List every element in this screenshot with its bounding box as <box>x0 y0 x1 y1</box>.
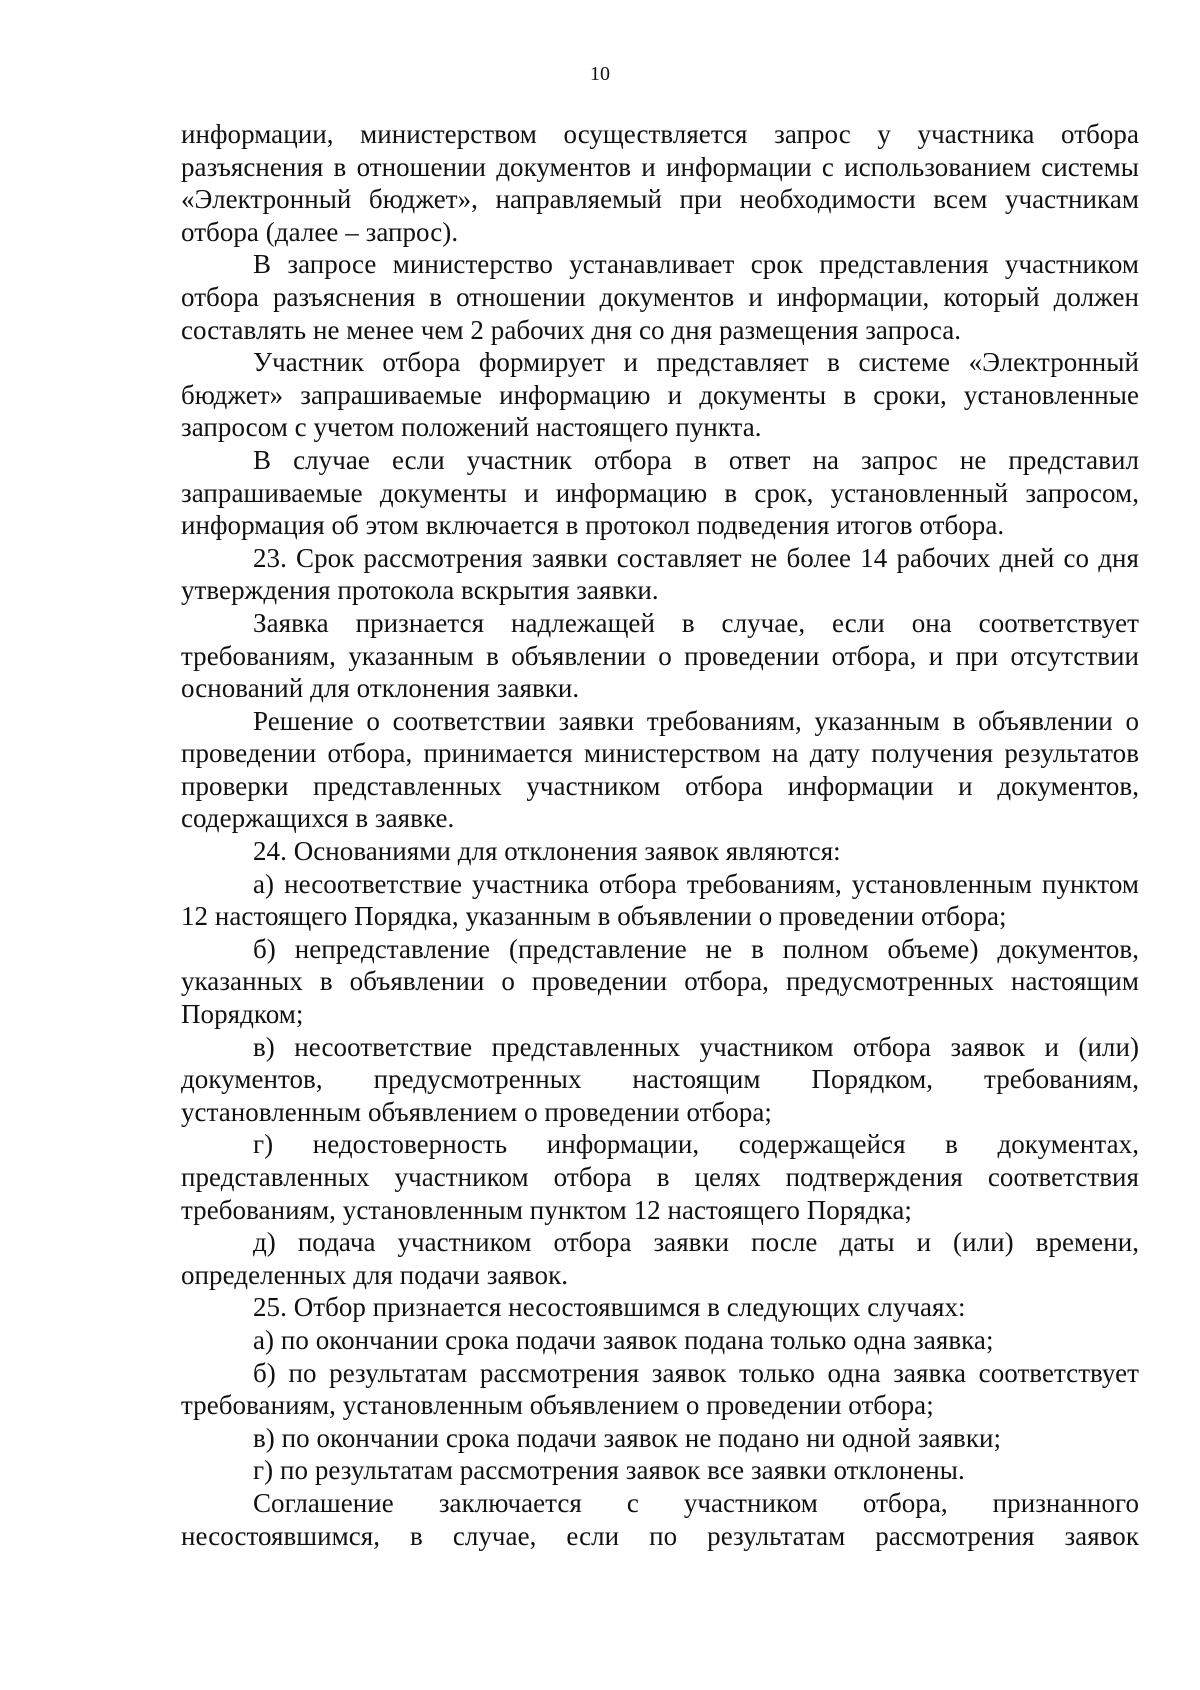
paragraph: Участник отбора формирует и представляет в системе «Электронный бюджет» запрашиваемые информацию и документы в сроки, установленные запросом с учетом положений настоящего пункта. <box>181 347 1139 443</box>
paragraph: 23. Срок рассмотрения заявки составляет не более 14 рабочих дней со дня утверждения протокола вскрытия заявки. <box>181 542 1139 606</box>
paragraph: Соглашение заключается с участником отбора, признанного несостоявшимся, в случае, если по результатам рассмотрения заявок <box>181 1487 1139 1551</box>
paragraph: в) несоответствие представленных участником отбора заявок и (или) документов, предусмотренных настоящим Порядком, требованиям, установленным объявлением о проведении отбора; <box>181 1031 1139 1127</box>
paragraph: б) непредставление (представление не в полном объеме) документов, указанных в объявлении о проведении отбора, предусмотренных настоящим Порядком; <box>181 933 1139 1030</box>
paragraph: а) по окончании срока подачи заявок подана только одна заявка; <box>253 1324 994 1355</box>
paragraph: г) по результатам рассмотрения заявок все заявки отклонены. <box>253 1455 965 1486</box>
paragraph: а) несоответствие участника отбора требованиям, установленным пунктом 12 настоящего Порядка, указанным в объявлении о проведении отбора; <box>181 868 1139 932</box>
document-body <box>181 118 1139 1552</box>
paragraph: в) по окончании срока подачи заявок не подано ни одной заявки; <box>253 1422 1002 1453</box>
paragraph: Заявка признается надлежащей в случае, если она соответствует требованиям, указанным в объявлении о проведении отбора, и при отсутствии оснований для отклонения заявки. <box>181 607 1139 704</box>
paragraph: Решение о соответствии заявки требованиям, указанным в объявлении о проведении отбора, принимается министерством на дату получения результатов проверки представленных участником отбора информации и документов, содержащихся в заявке. <box>181 705 1139 834</box>
page-number: 10 <box>590 63 610 85</box>
paragraph: г) недостоверность информации, содержащейся в документах, представленных участником отбора в целях подтверждения соответствия требованиям, установленным пунктом 12 настоящего Порядка; <box>181 1129 1139 1225</box>
paragraph: б) по результатам рассмотрения заявок только одна заявка соответствует требованиям, установленным объявлением о проведении отбора; <box>181 1357 1139 1421</box>
paragraph: В запросе министерство устанавливает срок представления участником отбора разъяснения в отношении документов и информации, который должен составлять не менее чем 2 рабочих дня со дня размещения запроса. <box>181 249 1139 345</box>
paragraph: 24. Основаниями для отклонения заявок являются: <box>253 836 841 867</box>
paragraph: 25. Отбор признается несостоявшимся в следующих случаях: <box>253 1292 966 1323</box>
paragraph: д) подача участником отбора заявки после даты и (или) времени, определенных для подачи заявок. <box>181 1227 1139 1290</box>
paragraph: информации, министерством осуществляется запрос у участника отбора разъяснения в отношении документов и информации с использованием системы «Электронный бюджет», направляемый при необходимости всем участникам отбора (далее – запрос). <box>181 119 1139 247</box>
paragraph: В случае если участник отбора в ответ на запрос не представил запрашиваемые документы и информацию в срок, установленный запросом, информация об этом включается в протокол подведения итогов отбора. <box>181 444 1139 541</box>
